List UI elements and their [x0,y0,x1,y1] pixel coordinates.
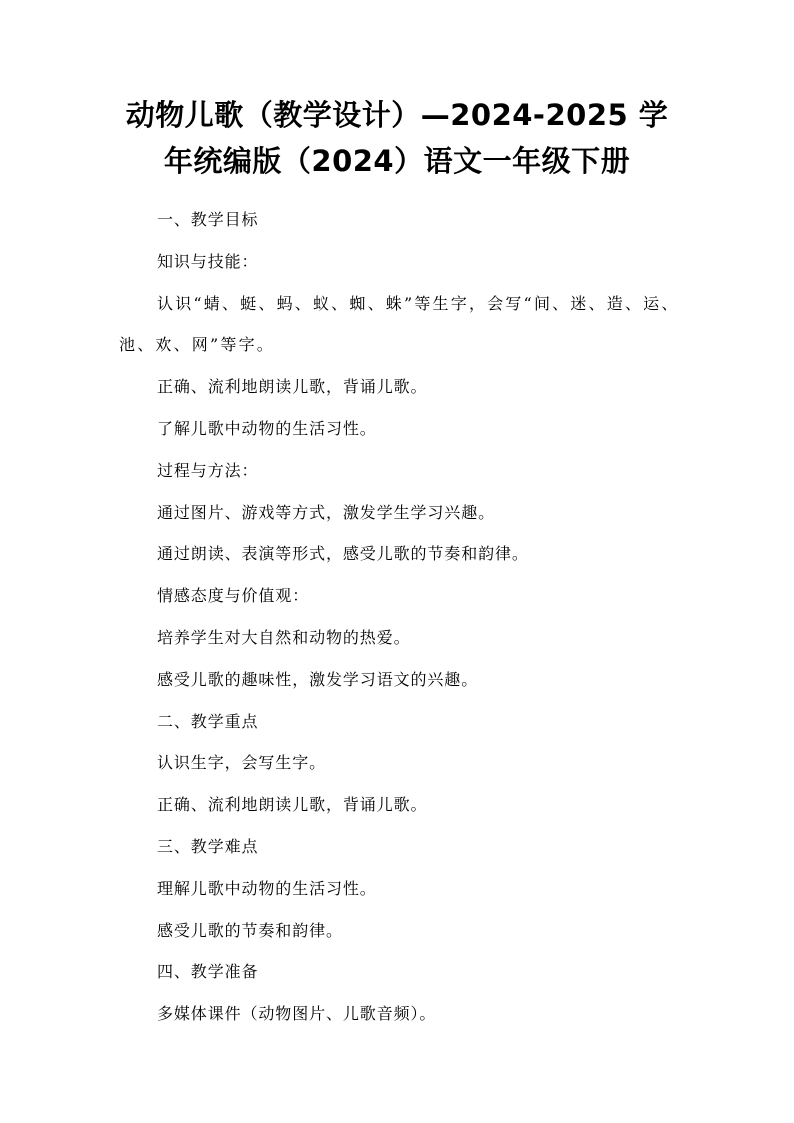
subheading-knowledge-skills: 知识与技能： [157,251,259,271]
title-line-1: 动物儿歌（教学设计）—2024-2025 学 [125,98,669,132]
section-heading-objectives: 一、教学目标 [157,210,259,229]
subheading-attitudes-values: 情感态度与价值观： [157,586,310,606]
paragraph-characters: 认识“蜻、蜓、蚂、蚁、蜘、蛛”等生字，会写“间、迷、造、运、池、欢、网”等字。 [119,293,680,355]
document-body [119,199,685,1035]
title-line-2: 年统编版（2024）语文一年级下册 [163,144,631,178]
paragraph: 了解儿歌中动物的生活习性。 [157,418,377,438]
paragraph: 通过图片、游戏等方式，激发学生学习兴趣。 [157,502,496,522]
paragraph: 认识生字，会写生字。 [157,753,327,773]
paragraph: 培养学生对大自然和动物的热爱。 [157,627,411,647]
paragraph: 正确、流利地朗读儿歌，背诵儿歌。 [157,377,428,397]
paragraph: 多媒体课件（动物图片、儿歌音频）。 [157,1004,437,1024]
section-heading-difficulties: 三、教学难点 [157,836,259,856]
paragraph: 感受儿歌的节奏和韵律。 [157,920,343,940]
paragraph: 通过朗读、表演等形式，感受儿歌的节奏和韵律。 [157,544,529,564]
paragraph: 正确、流利地朗读儿歌，背诵儿歌。 [157,795,428,815]
subheading-process-methods: 过程与方法： [157,460,259,480]
section-heading-key-points: 二、教学重点 [157,711,259,731]
section-heading-preparation: 四、教学准备 [157,962,259,982]
document-title [90,92,704,184]
paragraph: 感受儿歌的趣味性，激发学习语文的兴趣。 [157,669,479,689]
paragraph: 理解儿歌中动物的生活习性。 [157,878,377,898]
